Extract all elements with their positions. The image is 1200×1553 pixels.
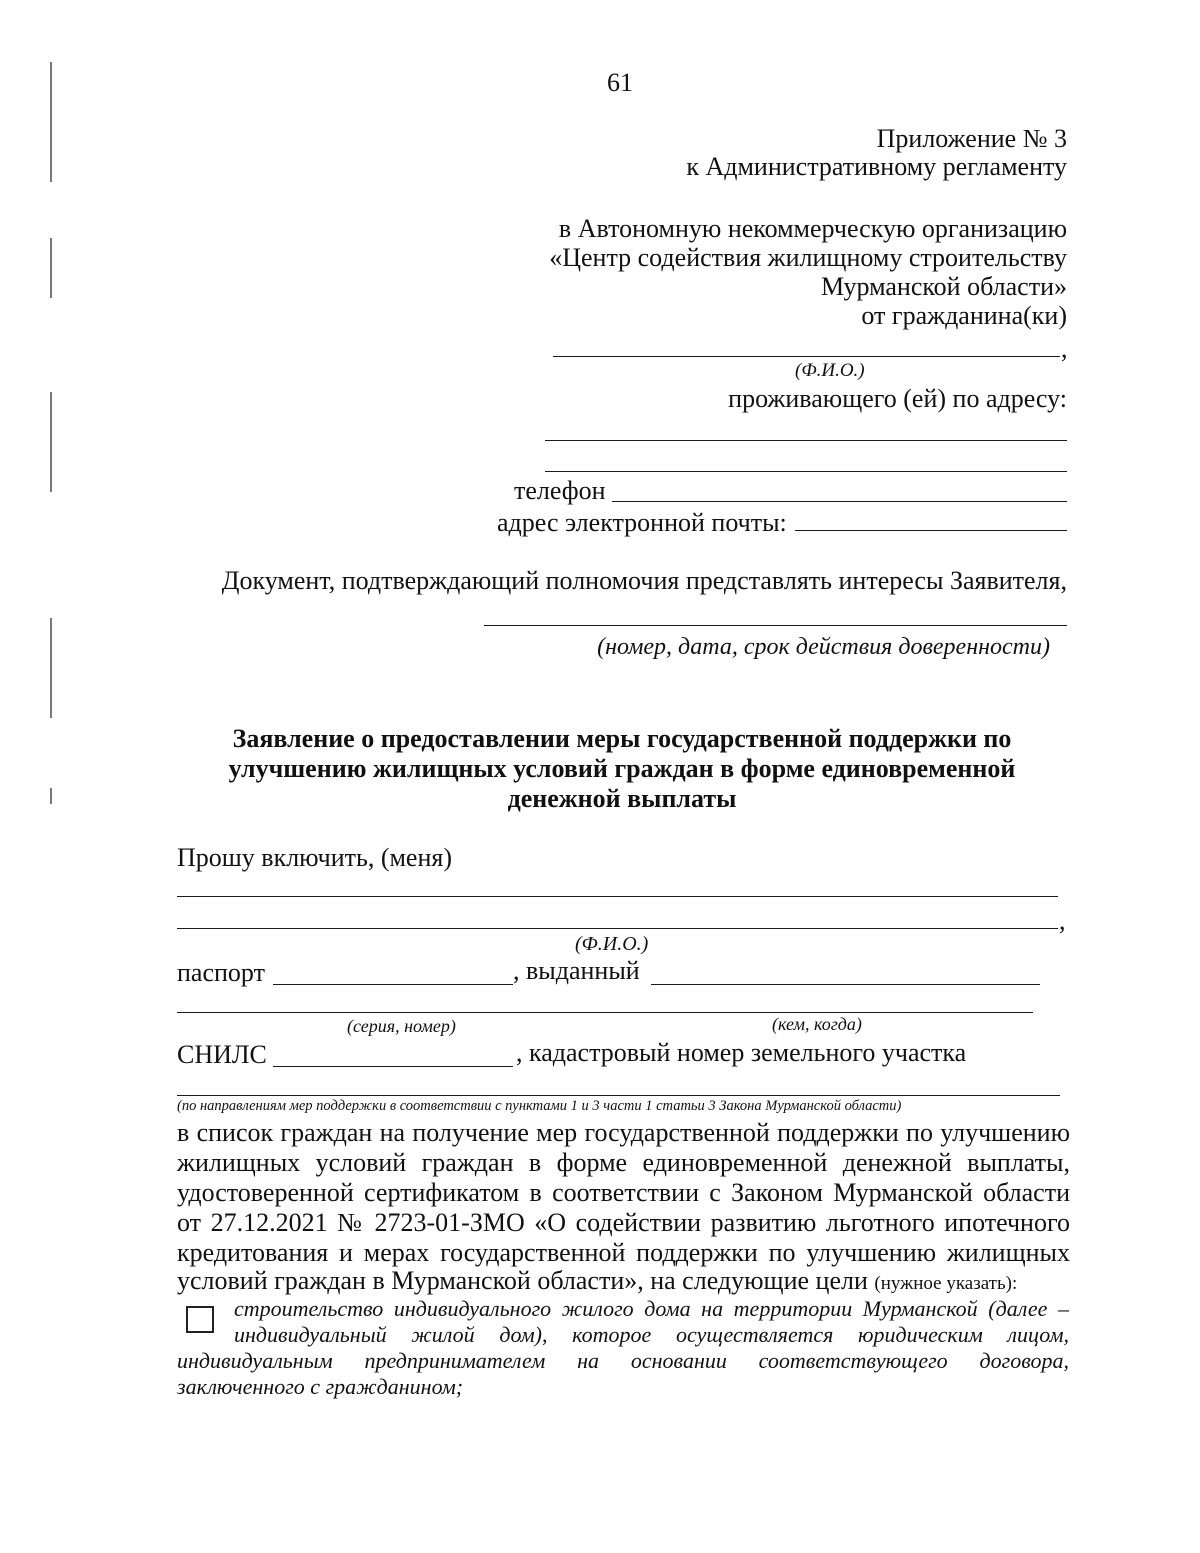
- body-line-6-note: (нужное указать):: [874, 1273, 1018, 1294]
- page-number: 61: [607, 68, 633, 97]
- email-field[interactable]: [795, 530, 1067, 531]
- option-line-1: строительство индивидуального жилого дома на территории Мурманской (далее –: [234, 1296, 1069, 1321]
- series-caption: (серия, номер): [347, 1016, 456, 1036]
- authority-document-label: Документ, подтверждающий полномочия представлять интересы Заявителя,: [221, 566, 1067, 595]
- authority-document-field[interactable]: [484, 625, 1067, 626]
- snils-field[interactable]: [273, 1066, 513, 1067]
- body-line-6: [177, 1266, 1017, 1299]
- request-intro: Прошу включить, (меня): [177, 843, 453, 872]
- phone-label: телефон: [514, 476, 606, 505]
- cadastral-label: , кадастровый номер земельного участка: [516, 1038, 967, 1067]
- regulation-reference: к Административному регламенту: [686, 152, 1067, 181]
- issuer-caption: (кем, когда): [772, 1014, 862, 1034]
- appendix-number: Приложение № 3: [876, 124, 1067, 153]
- body-line-6-text: условий граждан в Мурманской области», на следующие цели: [177, 1266, 868, 1295]
- passport-label: паспорт: [177, 958, 265, 987]
- body-line-1: в список граждан на получение мер государственной поддержки по улучшению: [177, 1118, 1070, 1147]
- issued-label: , выданный: [513, 956, 640, 985]
- passport-issuer-field[interactable]: [651, 984, 1040, 985]
- body-line-3: удостоверенной сертификатом в соответствии с Законом Мурманской области: [177, 1178, 1070, 1207]
- snils-label: СНИЛС: [177, 1040, 267, 1069]
- applicant-fio-caption: (Ф.И.О.): [575, 933, 649, 955]
- fio-comma: ,: [1061, 334, 1068, 363]
- address-label: проживающего (ей) по адресу:: [728, 384, 1067, 413]
- title-line-3: денежной выплаты: [507, 784, 737, 813]
- addressee-line-1: в Автономную некоммерческую организацию: [558, 214, 1067, 243]
- option-checkbox[interactable]: [186, 1306, 214, 1333]
- body-line-5: кредитования и мерах государственной поддержки по улучшению жилищных: [177, 1238, 1070, 1267]
- applicant-fio-field-2[interactable]: [177, 928, 1058, 929]
- option-line-4: заключенного с гражданином;: [177, 1374, 464, 1399]
- body-line-4: от 27.12.2021 № 2723-01-ЗМО «О содействии развитию льготного ипотечного: [177, 1208, 1070, 1237]
- option-line-3: индивидуальным предпринимателем на основании соответствующего договора,: [177, 1348, 1069, 1373]
- addressee-line-2: «Центр содействия жилищному строительству: [549, 243, 1067, 272]
- passport-issuer-field-2[interactable]: [177, 1012, 1033, 1013]
- email-label: адрес электронной почты:: [497, 508, 787, 537]
- option-line-2: индивидуальный жилой дом), которое осуществляется юридическим лицом,: [234, 1322, 1069, 1347]
- fio-caption: (Ф.И.О.): [795, 360, 865, 381]
- title-line-2: улучшению жилищных условий граждан в форме единовременной: [228, 754, 1016, 783]
- authority-document-caption: (номер, дата, срок действия доверенности): [597, 634, 1050, 660]
- passport-number-field[interactable]: [273, 984, 513, 985]
- addressee-line-3: Мурманской области»: [821, 272, 1067, 301]
- applicant-fio-field-1[interactable]: [177, 896, 1058, 897]
- law-note: (по направлениям мер поддержки в соответствии с пунктами 1 и 3 части 1 статьи 3 Закона Мурманской области): [177, 1098, 902, 1114]
- applicant-label: от гражданина(ки): [861, 301, 1067, 330]
- cadastral-number-field[interactable]: [177, 1095, 1060, 1096]
- phone-field[interactable]: [612, 501, 1067, 502]
- address-field-1[interactable]: [545, 440, 1067, 441]
- address-field-2[interactable]: [545, 471, 1067, 472]
- fio-field[interactable]: [553, 356, 1060, 357]
- applicant-fio-comma: ,: [1059, 906, 1066, 935]
- body-line-2: жилищных условий граждан в форме единовременной денежной выплаты,: [177, 1148, 1070, 1177]
- title-line-1: Заявление о предоставлении меры государственной поддержки по: [232, 724, 1012, 753]
